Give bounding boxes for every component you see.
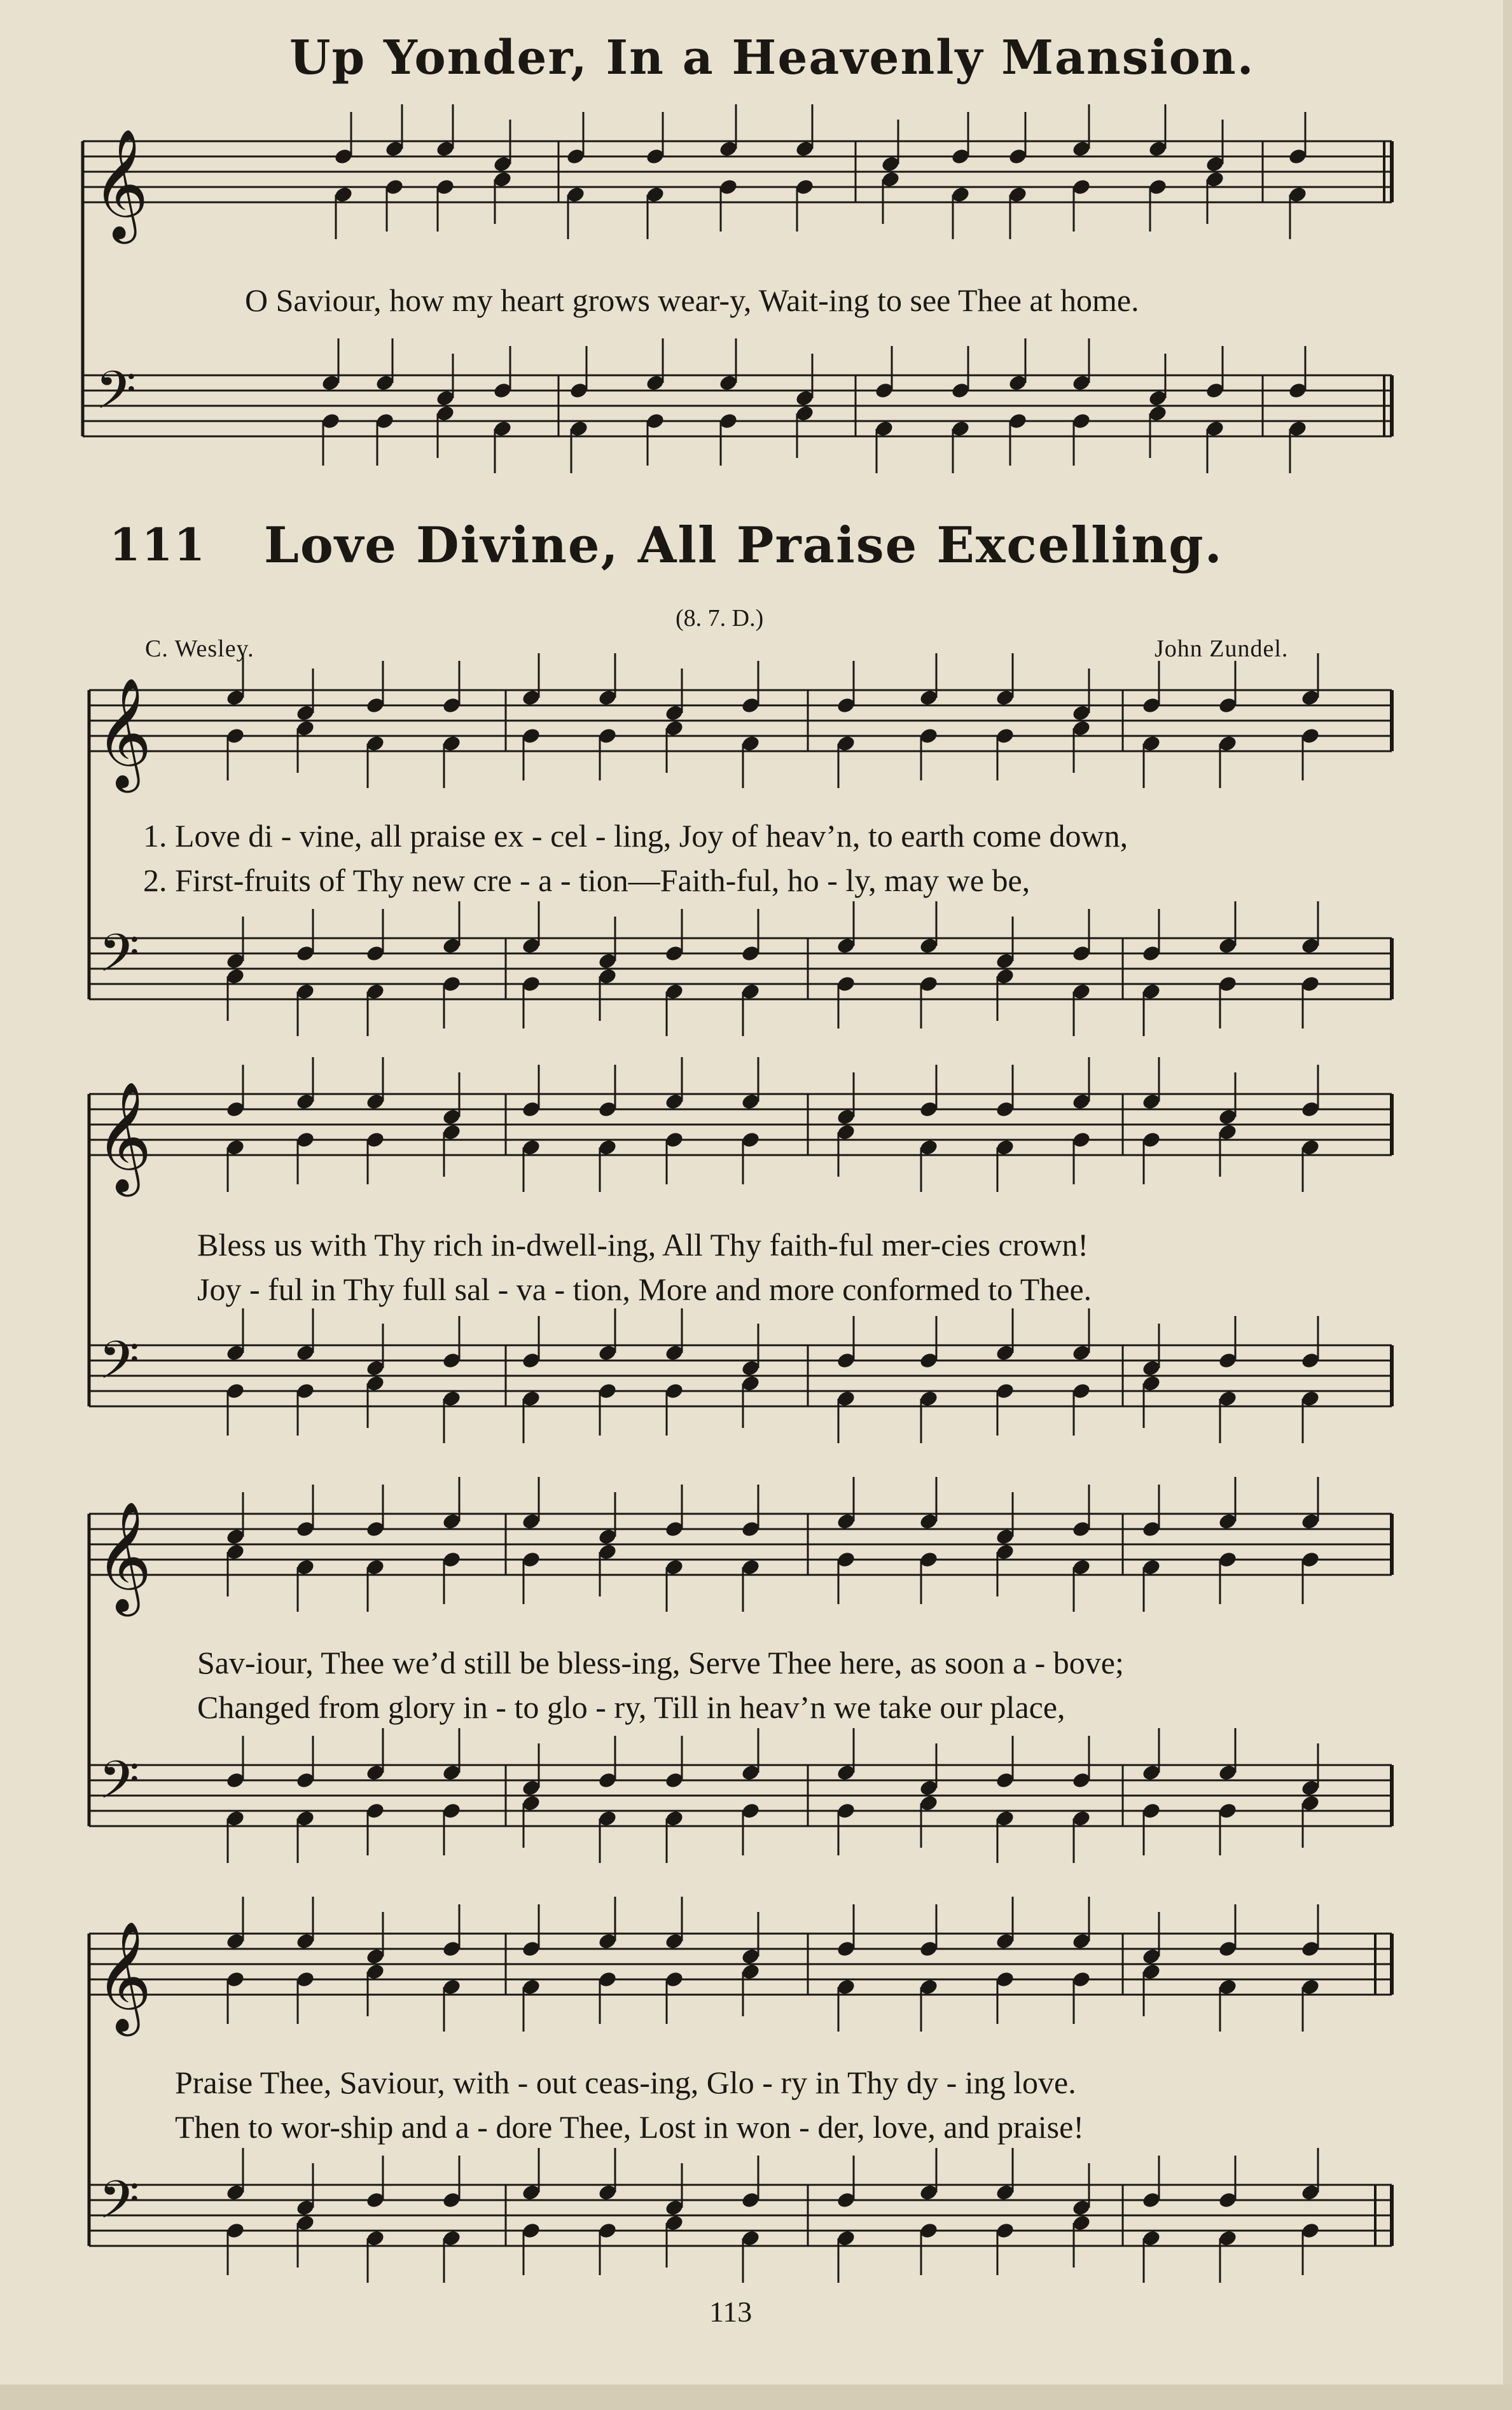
hymn-author: C. Wesley. <box>145 635 254 662</box>
hymn-meter: (8. 7. D.) <box>676 605 764 632</box>
hymn-composer: John Zundel. <box>1155 635 1289 662</box>
treble-clef-icon: 𝄞 <box>95 1921 152 2032</box>
treble-clef-icon: 𝄞 <box>92 128 149 239</box>
prev-hymn-title: Up Yonder, In a Heavenly Mansion. <box>289 31 1255 85</box>
lyric-verse1-line4: Praise Thee, Saviour, with - out ceas-ing, Glo - ry in Thy dy - ing love. <box>175 2065 1076 2100</box>
bass-clef-icon: 𝄢 <box>99 1749 140 1824</box>
lyric-verse2-line2: Joy - ful in Thy full sal - va - tion, More and more conformed to Thee. <box>197 1271 1092 1307</box>
lyric-verse2-line4: Then to wor-ship and a - dore Thee, Lost in won - der, love, and praise! <box>175 2109 1084 2145</box>
bass-clef-icon: 𝄢 <box>95 359 137 434</box>
lyric-verse2-line1: 2. First-fruits of Thy new cre - a - tion—Faith-ful, ho - ly, may we be, <box>143 862 1030 898</box>
bass-clef-icon: 𝄢 <box>99 922 140 997</box>
treble-clef-icon: 𝄞 <box>95 1081 152 1192</box>
page-number: 113 <box>709 2296 753 2328</box>
lyric-verse1-line3: Sav-iour, Thee we’d still be bless-ing, Serve Thee here, as soon a - bove; <box>197 1645 1124 1680</box>
lyric-verse1-line1: 1. Love di - vine, all praise ex - cel - ling, Joy of heav’n, to earth come down, <box>143 818 1128 854</box>
lyric-verse1-line2: Bless us with Thy rich in-dwell-ing, All Thy faith-ful mer-cies crown! <box>197 1227 1089 1263</box>
lyric-verse2-line3: Changed from glory in - to glo - ry, Till in heav’n we take our place, <box>197 1689 1065 1725</box>
prev-hymn-lyric: O Saviour, how my heart grows wear-y, Wait-ing to see Thee at home. <box>245 282 1139 318</box>
hymn-title: Love Divine, All Praise Excelling. <box>264 516 1223 574</box>
hymn-number: 111 <box>109 518 207 571</box>
bass-clef-icon: 𝄢 <box>99 1329 140 1404</box>
treble-clef-icon: 𝄞 <box>95 1501 152 1612</box>
bass-clef-icon: 𝄢 <box>99 2169 140 2243</box>
treble-clef-icon: 𝄞 <box>95 677 152 788</box>
